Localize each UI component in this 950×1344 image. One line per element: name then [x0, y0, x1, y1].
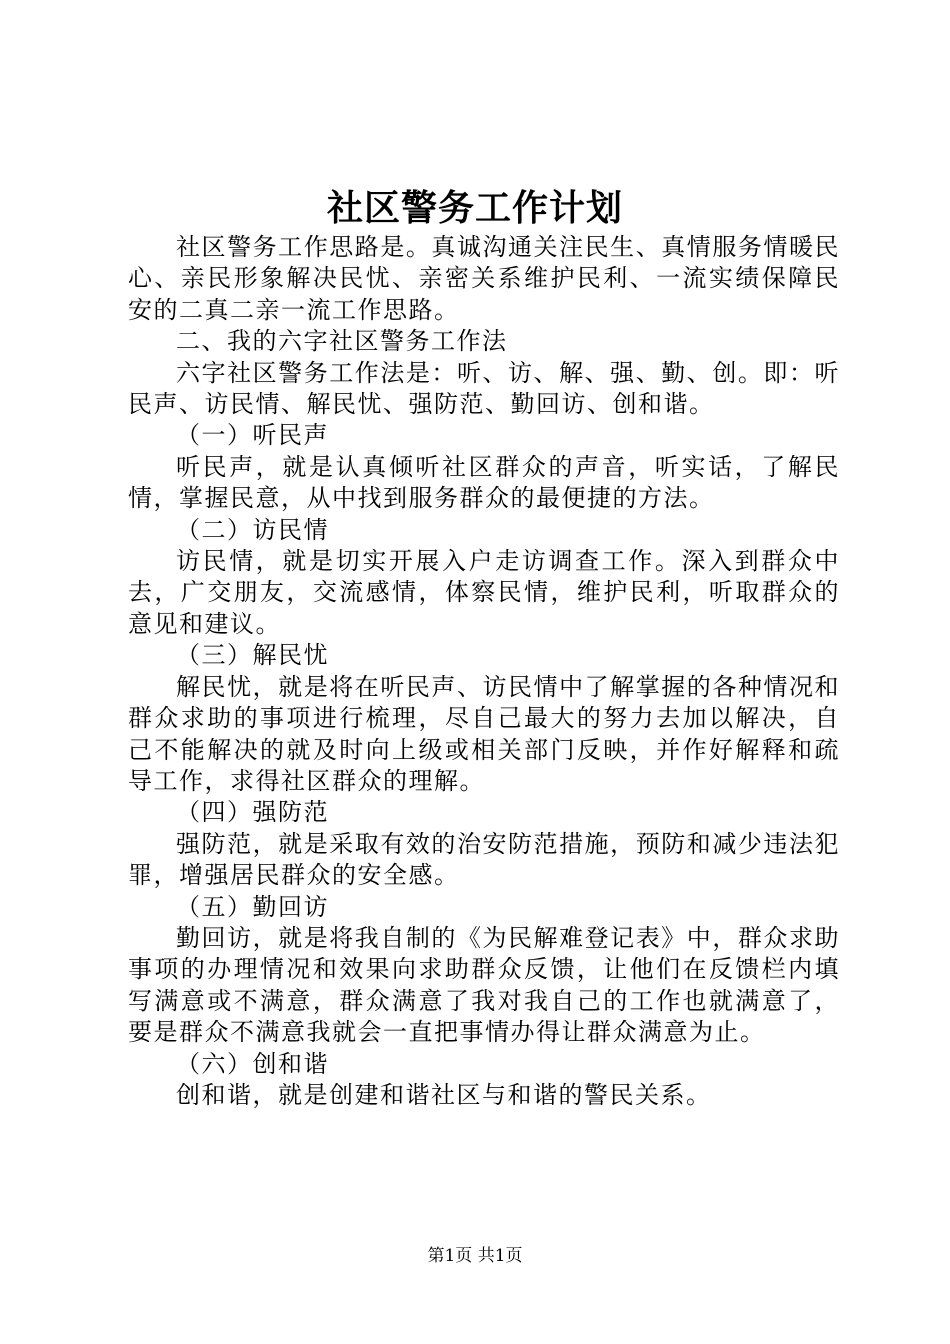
- paragraph-method: 六字社区警务工作法是：听、访、解、强、勤、创。即：听民声、访民情、解民忧、强防范、勤回访、创和谐。: [128, 358, 840, 419]
- document-body: [128, 232, 840, 1111]
- paragraph-1: 听民声，就是认真倾听社区群众的声音，听实话，了解民情，掌握民意，从中找到服务群众的最便捷的方法。: [128, 452, 840, 513]
- page-footer: 第1页 共1页: [427, 1246, 523, 1266]
- subheading-4: （四）强防范: [176, 798, 329, 827]
- paragraph-4: 强防范，就是采取有效的治安防范措施，预防和减少违法犯罪，增强居民群众的安全感。: [128, 829, 840, 890]
- document-title: 社区警务工作计划: [326, 187, 623, 229]
- paragraph-2: 访民情，就是切实开展入户走访调查工作。深入到群众中去，广交朋友，交流感情，体察民情，维护民利，听取群众的意见和建议。: [128, 547, 840, 638]
- subheading-2: （二）访民情: [176, 515, 329, 544]
- paragraph-6: 创和谐，就是创建和谐社区与和谐的警民关系。: [176, 1080, 712, 1109]
- subheading-3: （三）解民忧: [176, 641, 329, 670]
- subheading-5: （五）勤回访: [176, 892, 329, 921]
- subheading-1: （一）听民声: [176, 421, 329, 450]
- paragraph-3: 解民忧，就是将在听民声、访民情中了解掌握的各种情况和群众求助的事项进行梳理，尽自己最大的努力去加以解决，自己不能解决的就及时向上级或相关部门反映，并作好解释和疏导工作，求得社区群众的理解。: [128, 672, 840, 795]
- subheading-6: （六）创和谐: [176, 1049, 329, 1078]
- paragraph-5: 勤回访，就是将我自制的《为民解难登记表》中，群众求助事项的办理情况和效果向求助群众反馈，让他们在反馈栏内填写满意或不满意，群众满意了我对我自己的工作也就满意了，要是群众不满意我就会一直把事情办得让群众满意为止。: [128, 923, 840, 1047]
- paragraph-intro: 社区警务工作思路是。真诚沟通关注民生、真情服务情暖民心、亲民形象解决民忧、亲密关系维护民利、一流实绩保障民安的二真二亲一流工作思路。: [128, 233, 840, 324]
- section-heading-method: 二、我的六字社区警务工作法: [176, 327, 508, 356]
